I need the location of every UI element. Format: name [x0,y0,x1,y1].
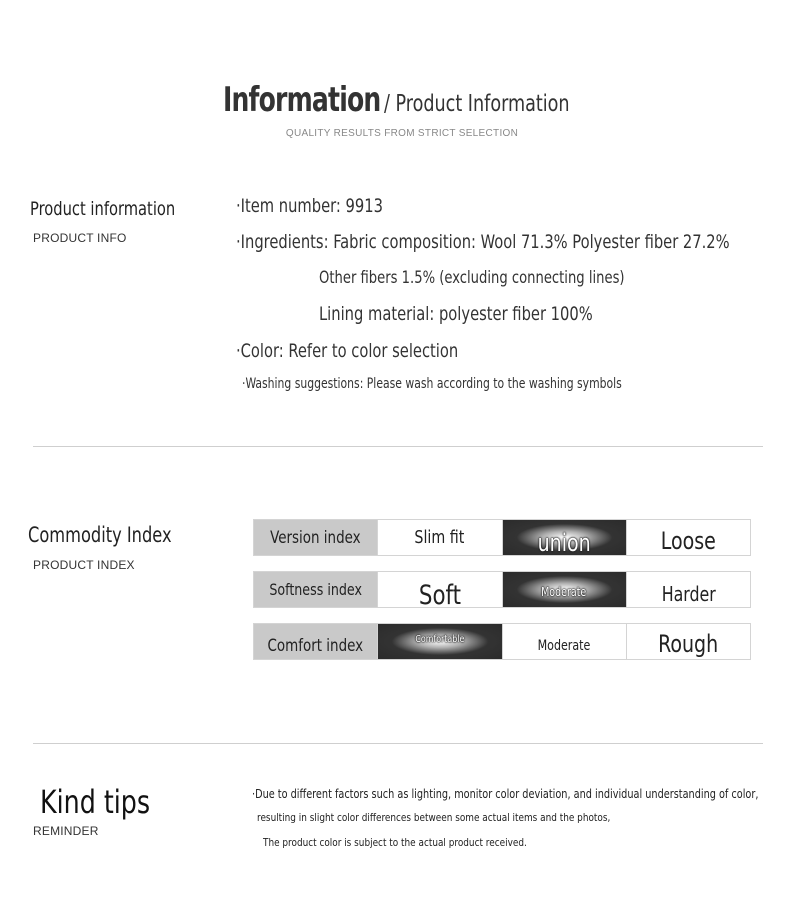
version-index-row [253,519,751,556]
tips-line: The product color is subject to the actual product received. [263,836,527,849]
kind-tips-title: Kind tips [40,783,151,821]
commodity-index-subtitle: PRODUCT INDEX [33,558,135,572]
version-option-loose: Loose [626,520,750,555]
comfort-option-moderate: Moderate [502,624,626,659]
version-option-union: union [502,520,626,555]
other-fibers-line: Other fibers 1.5% (excluding connecting lines) [319,268,625,288]
commodity-index-title: Commodity Index [28,523,172,547]
item-number-line: ·Item number: 9913 [236,195,383,217]
softness-option-soft: Soft [377,572,501,607]
lining-material-line: Lining material: polyester fiber 100% [319,303,593,325]
page-title: Information [223,80,381,120]
softness-option-moderate: Moderate [502,572,626,607]
page-tagline [0,128,790,139]
comfort-option-rough: Rough [626,624,750,659]
washing-line: ·Washing suggestions: Please wash according to the washing symbols [242,376,622,392]
comfort-option-comfortable: Comfortable [377,624,501,659]
version-index-label: Version index [254,520,377,555]
softness-index-label: Softness index [254,572,377,607]
product-info-title: Product information [30,198,176,220]
page-subtitle: / Product Information [384,91,570,117]
product-info-subtitle: PRODUCT INFO [33,231,127,245]
comfort-index-label: Comfort index [254,624,377,659]
divider [33,446,763,447]
softness-index-row [253,571,751,608]
ingredients-line: ·Ingredients: Fabric composition: Wool 71.3% Polyester fiber 27.2% [236,231,730,253]
tips-line: ·Due to different factors such as lighting, monitor color deviation, and individual understanding of color, [252,787,759,801]
color-line: ·Color: Refer to color selection [236,340,459,362]
page-tagline-text: QUALITY RESULTS FROM STRICT SELECTION [285,128,519,139]
tips-line: resulting in slight color differences between some actual items and the photos, [257,811,611,824]
version-option-slim-fit: Slim fit [377,520,501,555]
comfort-index-row [253,623,751,660]
divider [33,743,763,744]
softness-option-harder: Harder [626,572,750,607]
kind-tips-subtitle: REMINDER [33,824,99,838]
